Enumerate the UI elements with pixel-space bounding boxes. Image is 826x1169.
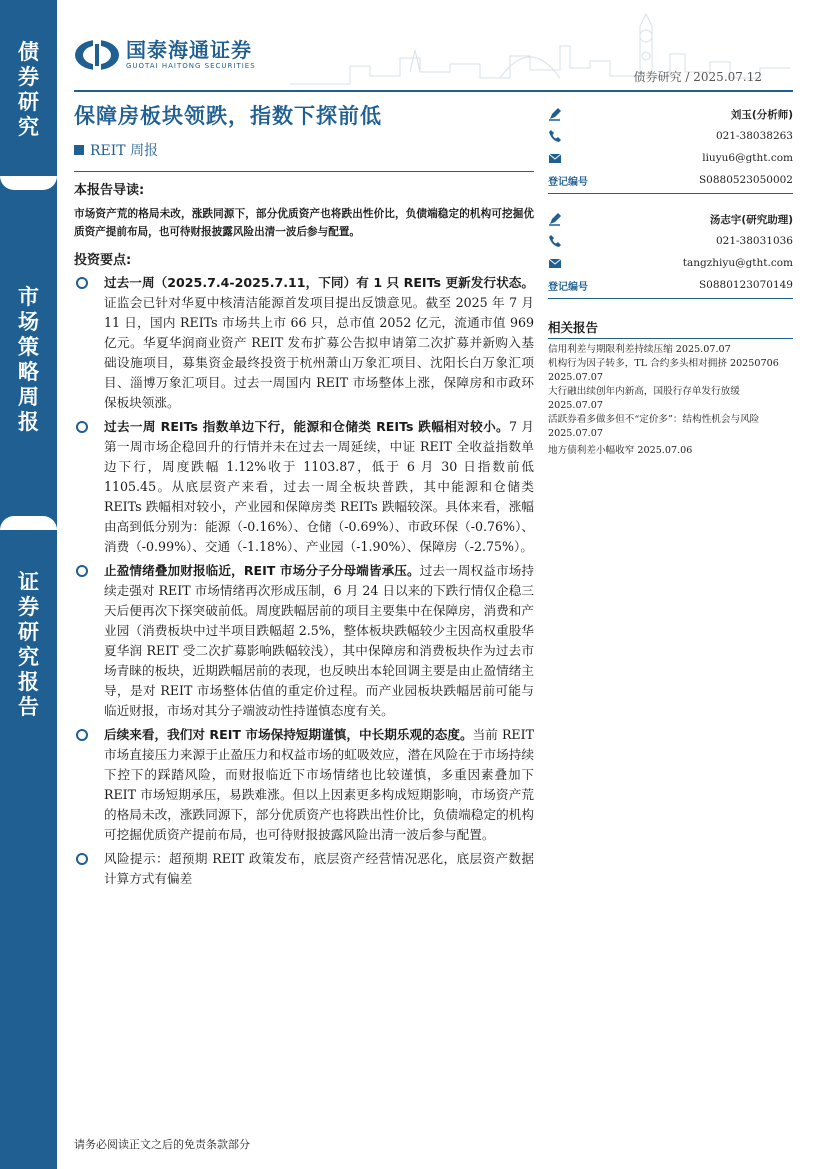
sidebar-char: 场 bbox=[18, 310, 39, 334]
sidebar-char: 策 bbox=[18, 335, 39, 359]
guide-text: 市场资产荒的格局未改，涨跌同源下，部分优质资产也将跌出性价比，负债端稳定的机构可挖掘优质资产提前布局，也可待财报披露风险出清一波后参与配置。 bbox=[74, 208, 534, 238]
sidebar-char: 证 bbox=[18, 570, 39, 594]
related-report-link[interactable]: 活跃券看多做多但不“定价多”：结构性机会与风险 2025.07.07 bbox=[548, 414, 760, 439]
footer-disclaimer: 请务必阅读正文之后的免责条款部分 bbox=[74, 1138, 250, 1151]
report-title: 保障房板块领跌，指数下探前低 bbox=[74, 104, 382, 128]
point-body: 证监会已针对华夏中核清洁能源首发项目提出反馈意见。截至 2025 年 7 月 11 日，国内 REITs 市场共上市 66 只，总市值 2052 亿元，流通市值 969 亿元。华夏华润商业资产 REIT 发布扩募公告拟申请第二次扩募并新购入基础设施项目，募集资金最终投资于杭州萧山万象汇项目、沈阳长白万象汇项目、淄博万象汇项目。过去一周国内 REIT 市场整体上涨，保障房和市政环保板块领涨。 bbox=[104, 295, 534, 410]
sidebar-char: 告 bbox=[18, 695, 39, 719]
point-lead: 止盈情绪叠加财报临近，REIT 市场分子分母端皆承压。 bbox=[104, 563, 420, 578]
sidebar-char: 市 bbox=[18, 285, 39, 309]
guide-heading: 本报告导读: bbox=[74, 183, 145, 198]
circle-bullet-icon bbox=[76, 421, 88, 433]
sidebar-section-market-strategy bbox=[0, 285, 57, 435]
sidebar-char: 略 bbox=[18, 360, 39, 384]
reg-label: 登记编号 bbox=[548, 281, 588, 293]
header-divider bbox=[74, 90, 793, 92]
sidebar-char: 研 bbox=[18, 620, 39, 644]
sidebar-char: 究 bbox=[18, 645, 39, 669]
analyst-card bbox=[548, 103, 793, 194]
point-item bbox=[74, 273, 534, 413]
point-lead: 过去一周 REITs 指数单边下行，能源和仓储类 REITs 跌幅相对较小。 bbox=[104, 419, 509, 434]
reg-number: S0880523050002 bbox=[698, 174, 793, 186]
reg-label: 登记编号 bbox=[548, 176, 588, 188]
related-reports-divider bbox=[548, 338, 793, 339]
sidebar-char: 券 bbox=[18, 595, 39, 619]
envelope-icon bbox=[548, 151, 562, 165]
analyst-panel bbox=[548, 103, 793, 307]
sidebar-separator bbox=[0, 176, 57, 190]
sidebar-section-bond-research bbox=[0, 40, 57, 140]
sidebar-char: 研 bbox=[18, 90, 39, 114]
point-body: 7 月第一周市场企稳回升的行情并未在过去一周延续，中证 REIT 全收益指数单边下行，周度跌幅 1.12%收于 1103.87，低于 6 月 30 日指数前低 1105.45。从底层资产来看，过去一周全板块普跌，其中能源和仓储类 REITs 跌幅相对较小，产业园和保障房类 REITs 跌幅较深。具体来看，涨幅由高到低分别为：能源（-0.16%）、仓储（-0.69%）、市政环保（-0.76%）、消费（-0.99%）、交通（-1.18%）、产业园（-1.90%）、保障房（-2.75%）。 bbox=[104, 419, 534, 554]
point-item-risk bbox=[74, 849, 534, 889]
sidebar-char: 报 bbox=[18, 410, 39, 434]
point-lead: 过去一周（2025.7.4-2025.7.11，下同）有 1 只 REITs 更新发行状态。 bbox=[104, 275, 534, 290]
sidebar-char: 券 bbox=[18, 65, 39, 89]
brand-name-en: GUOTAI HAITONG SECURITIES bbox=[126, 62, 256, 70]
points-list bbox=[74, 273, 534, 889]
point-item bbox=[74, 417, 534, 557]
point-item bbox=[74, 561, 534, 721]
report-subtitle-text: REIT 周报 bbox=[90, 143, 159, 159]
brand-logo bbox=[74, 38, 256, 72]
related-reports-heading: 相关报告 bbox=[548, 320, 599, 335]
circle-bullet-icon bbox=[76, 853, 88, 865]
envelope-icon bbox=[548, 256, 562, 270]
point-item bbox=[74, 725, 534, 845]
circle-bullet-icon bbox=[76, 277, 88, 289]
analyst-name: 汤志宇(研究助理) bbox=[709, 213, 793, 226]
analyst-card bbox=[548, 208, 793, 299]
analyst-email[interactable]: tangzhiyu@gtht.com bbox=[682, 257, 793, 269]
title-divider bbox=[74, 171, 534, 172]
analyst-phone[interactable]: 021-38031036 bbox=[715, 235, 793, 247]
header-category-date: 债券研究 / 2025.07.12 bbox=[633, 70, 762, 84]
analyst-name: 刘玉(分析师) bbox=[730, 108, 793, 121]
reg-number: S0880123070149 bbox=[698, 279, 793, 291]
sidebar-char: 债 bbox=[18, 40, 39, 64]
circle-bullet-icon bbox=[76, 729, 88, 741]
point-body: 当前 REIT 市场直接压力来源于止盈压力和权益市场的虹吸效应，潜在风险在于市场持续下控下的踩踏风险，而财报临近下市场情绪也比较谨慎，多重因素叠加下 REIT 市场短期承压，易跌难涨。但以上因素更多构成短期影响，市场资产荒的格局未改，涨跌同源下，部分优质资产也将跌出性价比，负债端稳定的机构可挖掘优质资产提前布局，也可待财报披露风险出清一波后参与配置。 bbox=[104, 727, 534, 842]
sidebar-char: 究 bbox=[18, 115, 39, 139]
brand-name-cn: 国泰海通证券 bbox=[126, 38, 252, 62]
point-lead: 后续来看，我们对 REIT 市场保持短期谨慎，中长期乐观的态度。 bbox=[104, 727, 473, 742]
logo-mark-icon bbox=[74, 39, 120, 71]
phone-icon bbox=[548, 234, 562, 248]
phone-icon bbox=[548, 129, 562, 143]
related-report-link[interactable]: 大行融出续创年内新高，国股行存单发行放缓 2025.07.07 bbox=[548, 386, 740, 411]
sidebar-section-securities-report bbox=[0, 570, 57, 720]
circle-bullet-icon bbox=[76, 565, 88, 577]
related-report-link[interactable]: 信用利差与期限利差持续压缩 2025.07.07 bbox=[548, 344, 731, 355]
sidebar-separator bbox=[0, 516, 57, 530]
related-reports-list bbox=[548, 343, 793, 458]
pen-icon bbox=[548, 212, 562, 226]
point-body: 风险提示：超预期 REIT 政策发布，底层资产经营情况恶化，底层资产数据计算方式有偏差 bbox=[104, 851, 534, 886]
sidebar-char: 报 bbox=[18, 670, 39, 694]
pen-icon bbox=[548, 107, 562, 121]
square-bullet-icon bbox=[74, 145, 84, 155]
points-heading: 投资要点: bbox=[74, 253, 132, 268]
analyst-email[interactable]: liuyu6@gtht.com bbox=[702, 152, 793, 164]
related-report-link[interactable]: 机构行为因子转多，TL 合约多头相对拥挤 20250706 2025.07.07 bbox=[548, 358, 779, 383]
sidebar-char: 周 bbox=[18, 385, 39, 409]
point-body: 过去一周权益市场持续走强对 REIT 市场情绪再次形成压制，6 月 24 日以来的下跌行情仅企稳三天后便再次下探突破前低。周度跌幅居前的项目主要集中在保障房，消费和产业园（消费板块中过半项目跌幅超 2.5%，整体板块跌幅较少主因高权重股华夏华润 REIT 受二次扩募影响跌幅较浅），其中保障房和消费板块作为过去市场青睐的板块，近期跌幅居前的表现，也反映出本轮回调主要是由止盈情绪主导，是对 REIT 市场整体估值的重定价过程。而产业园板块跌幅居前可能与临近财报，市场对其分子端波动性持谨慎态度有关。 bbox=[104, 563, 534, 718]
report-subtitle bbox=[74, 140, 158, 160]
analyst-phone[interactable]: 021-38038263 bbox=[715, 130, 793, 142]
related-report-link[interactable]: 地方债利差小幅收窄 2025.07.06 bbox=[548, 445, 693, 456]
